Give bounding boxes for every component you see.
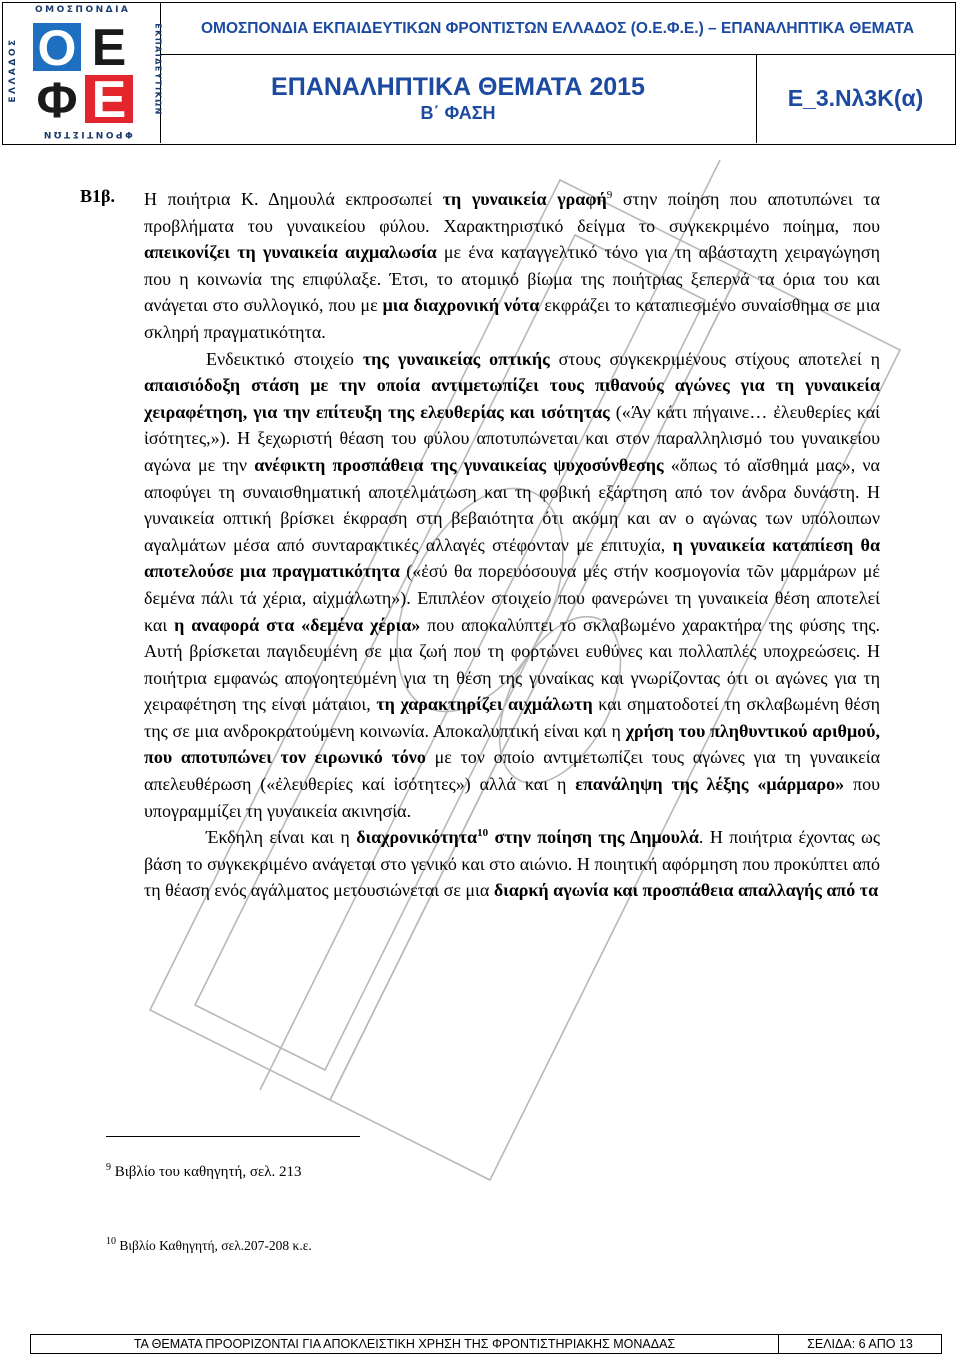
body-text: με ένα καταγγελτικό τόνο για τη αβάσταχτη χειραγώγηση που η κοινωνία της επιφύλαξε. Έτσι, το ατομικό βίωμα της ποιήτριας ξεπερνά τα όρια του και ανάγεται στο συλλογικό, που με — [144, 242, 880, 316]
logo-bottom-text: ΦΡΟΝΤΙΣΤΩΝ — [41, 129, 133, 139]
footnote-separator — [106, 1136, 360, 1137]
body-text: Η ποιήτρια Κ. Δημουλά εκπροσωπεί — [144, 189, 443, 209]
emphasis-text: διαρκή αγωνία και προσπάθεια απαλλαγής από τα — [493, 880, 879, 901]
paragraph — [144, 186, 880, 346]
footnote-9 — [106, 1164, 302, 1181]
body-text: που υπογραμμίζει τη γυναικεία ακινησία. — [144, 774, 881, 821]
body-text: . Η ποιήτρια έχοντας ως βάση το συγκεκριμένο ανάγεται στο γενικό και στο αιώνιο. Η ποιητική αφόρμηση που προκύπτει από τη θέαση ενός αγάλματος μετουσιώνεται σε μια — [144, 827, 881, 901]
footer-notice: ΤΑ ΘΕΜΑΤΑ ΠΡΟΟΡΙΖΟΝΤΑΙ ΓΙΑ ΑΠΟΚΛΕΙΣΤΙΚΗ ΧΡΗΣΗ ΤΗΣ ΦΡΟΝΤΙΣΤΗΡΙΑΚΗΣ ΜΟΝΑΔΑΣ — [31, 1335, 779, 1353]
exam-phase: Β΄ ΦΑΣΗ — [420, 102, 496, 123]
organization-name: ΟΜΟΣΠΟΝΔΙΑ ΕΚΠΑΙΔΕΥΤΙΚΩΝ ΦΡΟΝΤΙΣΤΩΝ ΕΛΛΑΔΟΣ (Ο.Ε.Φ.Ε.) – ΕΠΑΝΑΛΗΠΤΙΚΑ ΘΕΜΑΤΑ — [160, 3, 955, 55]
body-text: στους συγκεκριμένους στίχους αποτελεί η — [549, 348, 880, 369]
emphasis-text: χρήση του πληθυντικού αριθμού, που αποτυπώνει τον ειρωνικό τόνο — [144, 720, 880, 768]
footnote-ref: 10 — [477, 827, 489, 840]
logo-letter-e2: Ε — [91, 71, 127, 129]
footnote-number: 9 — [106, 1162, 111, 1173]
emphasis-text: στην ποίηση της Δημουλά — [488, 827, 699, 848]
title-box — [160, 54, 757, 143]
emphasis-text: διαχρονικότητα — [356, 827, 478, 848]
body-text: («ἐσύ θα πορευόσουνα μές στήν κοσμογονία τῶν μαρμάρων μέ δεμένα πάλι τά χέρια, αἰχμάλωτη»). Επιπλέον στοιχείο που φανερώνει τη γυναικεία θέση αποτελεί και — [144, 561, 880, 635]
body-text: και σηματοδοτεί τη σκλαβωμένη θέση της σε μια ανδροκρατούμενη κοινωνία. Αποκαλυπτική είναι και η — [144, 694, 880, 741]
answer-text — [144, 186, 880, 904]
logo-letter-e: Ε — [91, 19, 127, 77]
logo-right-text: ΕΚΠΑΙΔΕΥΤΙΚΩΝ — [153, 23, 163, 116]
emphasis-text: τη χαρακτηρίζει αιχμάλωτη — [376, 694, 593, 715]
page-number: ΣΕΛΙΔΑ: 6 ΑΠΟ 13 — [807, 1337, 913, 1351]
body-text: Έκδηλη είναι και η — [206, 827, 357, 848]
emphasis-text: η γυναικεία καταπίεση θα αποτελούσε μια πραγματικότητα — [144, 534, 880, 582]
exam-code: Ε_3.Νλ3Κ(α) — [787, 85, 924, 111]
logo-emblem-icon — [11, 9, 153, 137]
emphasis-text: της γυναικείας οπτικής — [362, 348, 550, 369]
paragraph — [144, 824, 880, 904]
body-text: εκφράζει το καταπιεσμένο συναίσθημα σε μια σκληρή πραγματικότητα. — [144, 295, 880, 342]
footnote-10 — [106, 1238, 312, 1254]
paragraph — [144, 346, 880, 825]
footnote-ref: 9 — [606, 189, 613, 201]
logo-left-text: ΕΛΛΑΔΟΣ — [8, 37, 18, 103]
emphasis-text: μια διαχρονική νότα — [382, 295, 540, 316]
section-label: Β1β. — [80, 186, 115, 206]
footnote-text: Βιβλίο του καθηγητή, σελ. 213 — [114, 1164, 302, 1180]
emphasis-text: η αναφορά στα «δεμένα χέρια» — [174, 614, 421, 635]
logo-letter-phi: Φ — [36, 72, 78, 128]
emphasis-text: επανάληψη της λέξης «μάρμαρο» — [575, 774, 845, 795]
footnote-number: 10 — [106, 1236, 116, 1247]
emphasis-text: τη γυναικεία γραφή — [442, 189, 607, 209]
emphasis-text: απαισιόδοξη στάση με την οποία αντιμετωπίζει τους πιθανούς αγώνες για τη γυναικεία χειραφέτηση, για την επίτευξη της ελευθερίας και ισότητας — [144, 375, 880, 422]
body-text: Ενδεικτικό στοιχείο — [206, 348, 363, 369]
emphasis-text: απεικονίζει τη γυναικεία αιχμαλωσία — [144, 242, 437, 263]
header-frame — [2, 2, 956, 145]
body-text: με τον οποίο αντιμετωπίζει τους αγώνες για τη γυναικεία απελευθέρωση («ἐλευθερίες καί ἰσότητες») αλλά και η — [144, 747, 881, 795]
logo-letter-o: Ο — [37, 20, 77, 76]
body-text: («Άν κάτι πήγαινε… ἐλευθερίες καί ἰσότητες,»). Η ξεχωριστή θέαση του φύλου αποτυπώνεται και στον παραλληλισμό του γυναικείου αγώνα με την — [144, 401, 881, 475]
logo-top-text: ΟΜΟΣΠΟΝΔΙΑ — [35, 5, 131, 15]
emphasis-text: ανέφικτη προσπάθεια της γυναικείας ψυχοσύνθεσης — [254, 454, 664, 475]
body-text: στην ποίηση που αποτυπώνει τα προβλήματα του γυναικείου φύλου. Χαρακτηριστικό δείγμα το συγκεκριμένο ποίημα, που — [144, 189, 880, 236]
page-footer — [30, 1334, 942, 1354]
exam-title: ΕΠΑΝΑΛΗΠΤΙΚΑ ΘΕΜΑΤΑ 2015 — [271, 72, 645, 101]
body-text: «ὅπως τό αἴσθημά μας», να αποφύγει τη συναισθηματική αποτελμάτωση και τη φοβική εξάρτηση από τον άνδρα δυνάστη. Η γυναικεία οπτική βρίσκει έκφραση στη βεβαιότητα ότι ακόμη και αν ο αγώνας των υπόλοιπων αγαλμάτων μέσα από συνταρακτικές αλλαγές στέφονταν με επιτυχία, — [144, 454, 880, 555]
footnote-text: Βιβλίο Καθηγητή, σελ.207-208 κ.ε. — [119, 1238, 312, 1253]
body-text: που αποκαλύπτει το σκλαβωμένο χαρακτήρα της φύσης της. Αυτή βρίσκεται παγιδευμένη σε μια ζωή που τη φορτώνει ευθύνες και πολλαπλές υποχρεώσεις. Η ποιήτρια εμφανώς απογοητευμένη για τη θέση της γυναίκας και γνωρίζοντας ότι οι αγώνες για τη χειραφέτηση της είναι μάταιοι, — [144, 614, 880, 715]
oefe-logo — [3, 3, 161, 143]
